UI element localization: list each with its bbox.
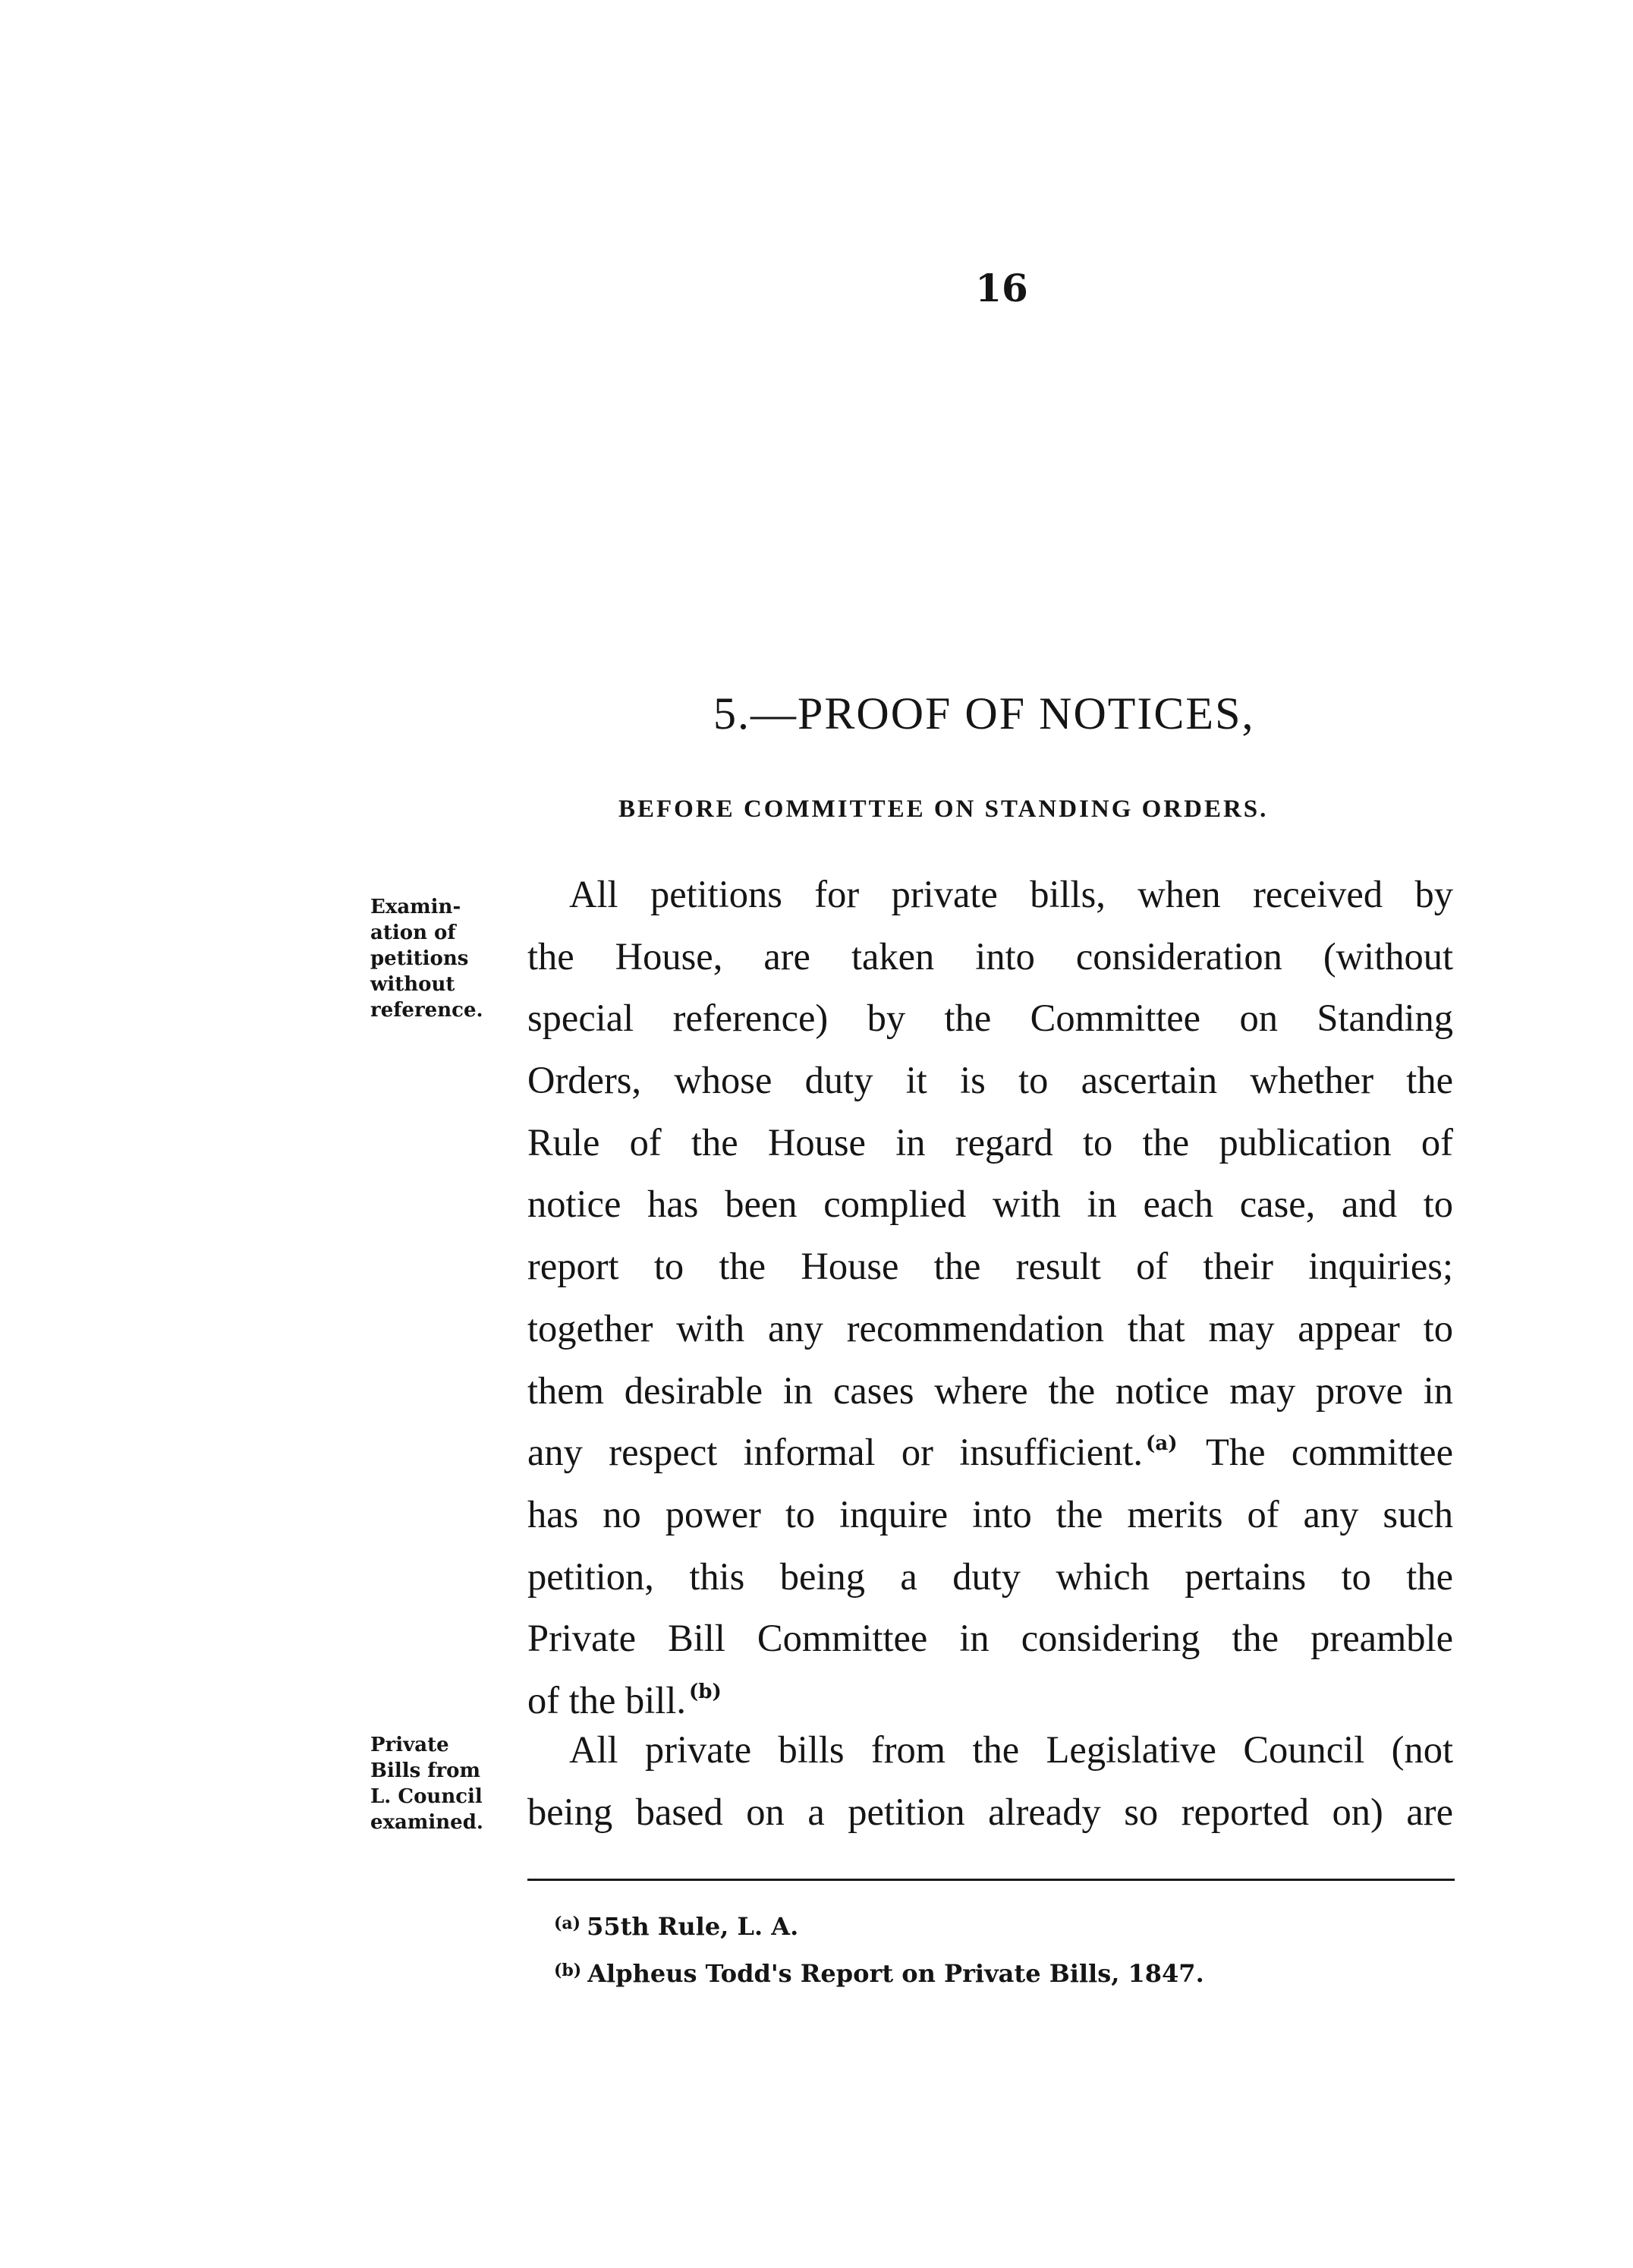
paragraph-text: of the bill. (527, 1678, 686, 1721)
paragraph-line: All petitions for private bills, when received by (569, 873, 1453, 915)
paragraph-line: being based on a petition already so reported on) are (527, 1790, 1453, 1833)
paragraph-line: Orders, whose duty it is to ascertain whether the (527, 1059, 1453, 1102)
footnotes (554, 1901, 1389, 1996)
footnote-marker: (a) (554, 1914, 581, 1933)
paragraph-text: any respect informal or insufficient. (527, 1431, 1144, 1474)
paragraph-line: notice has been complied with in each case, and to (527, 1183, 1453, 1226)
margin-note-line: Examin- (370, 896, 461, 918)
margin-note-line: reference. (370, 999, 483, 1022)
paragraph-line: Rule of the House in regard to the publication of (527, 1120, 1453, 1164)
paragraph-line (527, 1422, 1453, 1484)
page-number: 16 (975, 266, 1028, 310)
paragraph-text: The committee (1205, 1431, 1453, 1474)
margin-note-line: ation of (370, 921, 456, 944)
margin-note-line: Bills from (370, 1759, 481, 1782)
footnote-ref-a: (a) (1146, 1432, 1178, 1456)
section-subtitle: BEFORE COMMITTEE ON STANDING ORDERS. (618, 795, 1269, 823)
paragraph-line: Private Bill Committee in considering the preamble (527, 1617, 1453, 1660)
margin-note-examination (370, 894, 503, 1023)
footnote-marker: (b) (554, 1961, 582, 1980)
paragraph-line: All private bills from the Legislative Council (not (569, 1728, 1453, 1771)
footnote-a (554, 1901, 1389, 1948)
margin-note-line: without (370, 973, 455, 996)
paragraph-line: together with any recommendation that may appear to (527, 1306, 1453, 1350)
footnote-text: 55th Rule, L. A. (587, 1912, 799, 1941)
margin-note-line: Private (370, 1734, 449, 1756)
margin-note-private-bills (370, 1732, 503, 1835)
paragraph-line: has no power to inquire into the merits of any such (527, 1492, 1453, 1536)
paragraph-private-bills (527, 1719, 1453, 1843)
footnote-ref-b: (b) (688, 1680, 722, 1703)
paragraph-line: them desirable in cases where the notice may prove in (527, 1369, 1453, 1412)
paragraph-line: report to the House the result of their inquiries; (527, 1245, 1453, 1288)
footnote-text: Alpheus Todd's Report on Private Bills, 1847. (587, 1959, 1204, 1988)
paragraph-line: the House, are taken into consideration (without (527, 934, 1453, 978)
section-title: 5.—PROOF OF NOTICES, (713, 688, 1255, 739)
paragraph-petitions (527, 864, 1453, 1732)
footnote-b (554, 1948, 1389, 1996)
footnote-divider (527, 1879, 1455, 1881)
paragraph-line: petition, this being a duty which pertains to the (527, 1555, 1453, 1598)
margin-note-line: examined. (370, 1811, 483, 1834)
paragraph-line: special reference) by the Committee on Standing (527, 997, 1453, 1040)
margin-note-line: petitions (370, 947, 469, 970)
margin-note-line: L. Council (370, 1785, 483, 1808)
